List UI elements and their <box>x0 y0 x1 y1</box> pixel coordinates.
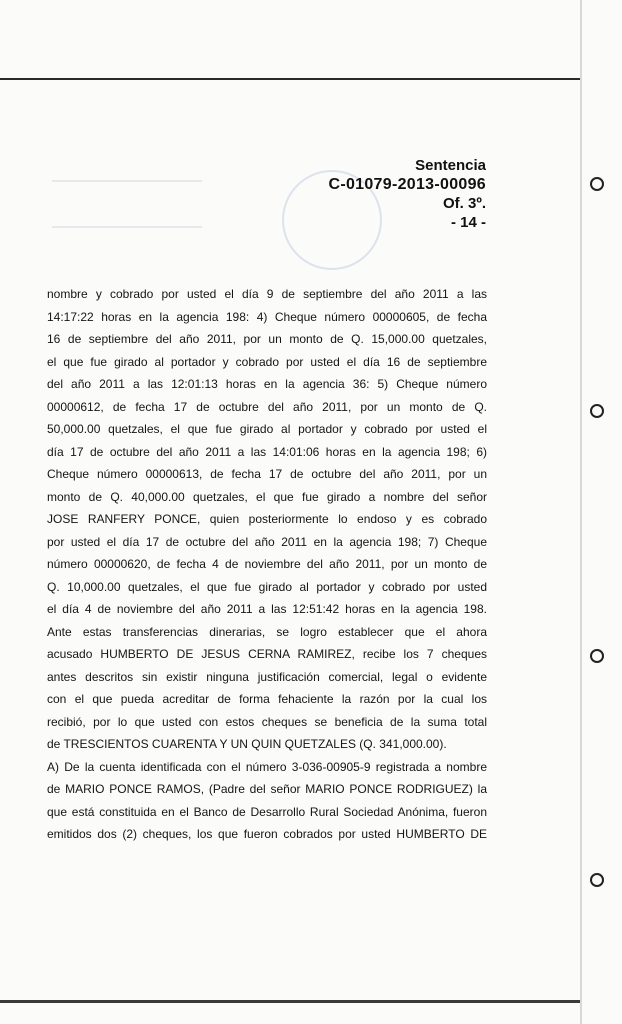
body-line: del año 2011 a las 12:01:13 horas en la agencia 36: 5) Cheque número <box>47 377 487 391</box>
body-line: 00000612, de fecha 17 de octubre del año 2011, por un monto de Q. <box>47 399 487 414</box>
body-line: Ante estas transferencias dinerarias, se logro establecer que el ahora <box>47 624 487 639</box>
document-header <box>328 156 486 232</box>
body-line: con el que pueda acreditar de forma fehaciente la razón por la cual los <box>47 692 487 706</box>
body-line: recibió, por lo que usted con estos cheques se beneficia de la suma total <box>47 714 487 729</box>
page-right-edge <box>580 0 582 1024</box>
body-line: el que fue girado al portador y cobrado por usted el día 16 de septiembre <box>47 354 487 369</box>
punch-hole-icon <box>590 649 604 663</box>
body-line: monto de Q. 40,000.00 quetzales, el que fue girado a nombre del señor <box>47 489 487 504</box>
body-line: día 17 de octubre del año 2011 a las 14:01:06 horas en la agencia 198; 6) <box>47 444 487 459</box>
bottom-border-line <box>0 1000 580 1003</box>
body-line: de TRESCIENTOS CUARENTA Y UN QUIN QUETZALES (Q. 341,000.00). <box>47 737 447 751</box>
body-line: A) De la cuenta identificada con el número 3-036-00905-9 registrada a nombre <box>47 759 487 774</box>
body-line: antes descritos sin existir ninguna justificación comercial, legal o evidente <box>47 669 487 684</box>
body-line: número 00000620, de fecha 4 de noviembre del año 2011, por un monto de <box>47 557 487 571</box>
body-line: que está constituida en el Banco de Desarrollo Rural Sociedad Anónima, fueron <box>47 804 487 819</box>
body-line: el día 4 de noviembre del año 2011 a las 12:51:42 horas en la agencia 198. <box>47 602 487 616</box>
body-line: emitidos dos (2) cheques, los que fueron cobrados por usted HUMBERTO DE <box>47 827 487 841</box>
body-line: acusado HUMBERTO DE JESUS CERNA RAMIREZ, recibe los 7 cheques <box>47 647 487 661</box>
body-line: 50,000.00 quetzales, el que fue girado al portador y cobrado por usted el <box>47 422 487 436</box>
page-number: - 14 - <box>450 214 486 231</box>
body-line: nombre y cobrado por usted el día 9 de septiembre del año 2011 a las <box>47 287 487 301</box>
faint-stamp-mark <box>52 180 202 228</box>
document-title: Sentencia <box>415 157 486 174</box>
case-number: C-01079-2013-00096 <box>328 176 486 193</box>
punch-hole-icon <box>590 873 604 887</box>
body-line: 14:17:22 horas en la agencia 198: 4) Cheque número 00000605, de fecha <box>47 309 487 324</box>
punch-hole-icon <box>590 177 604 191</box>
body-line: 16 de septiembre del año 2011, por un monto de Q. 15,000.00 quetzales, <box>47 332 487 346</box>
body-line: de MARIO PONCE RAMOS, (Padre del señor MARIO PONCE RODRIGUEZ) la <box>47 782 487 796</box>
punch-hole-icon <box>590 404 604 418</box>
office-number: Of. 3º. <box>443 195 486 212</box>
body-line: JOSE RANFERY PONCE, quien posteriormente lo endoso y es cobrado <box>47 512 487 526</box>
body-line: por usted el día 17 de octubre del año 2011 en la agencia 198; 7) Cheque <box>47 534 487 549</box>
body-line: Q. 10,000.00 quetzales, el que fue girado al portador y cobrado por usted <box>47 579 487 594</box>
top-border-line <box>0 78 580 80</box>
body-line: Cheque número 00000613, de fecha 17 de octubre del año 2011, por un <box>47 467 487 481</box>
body-text <box>47 283 487 846</box>
